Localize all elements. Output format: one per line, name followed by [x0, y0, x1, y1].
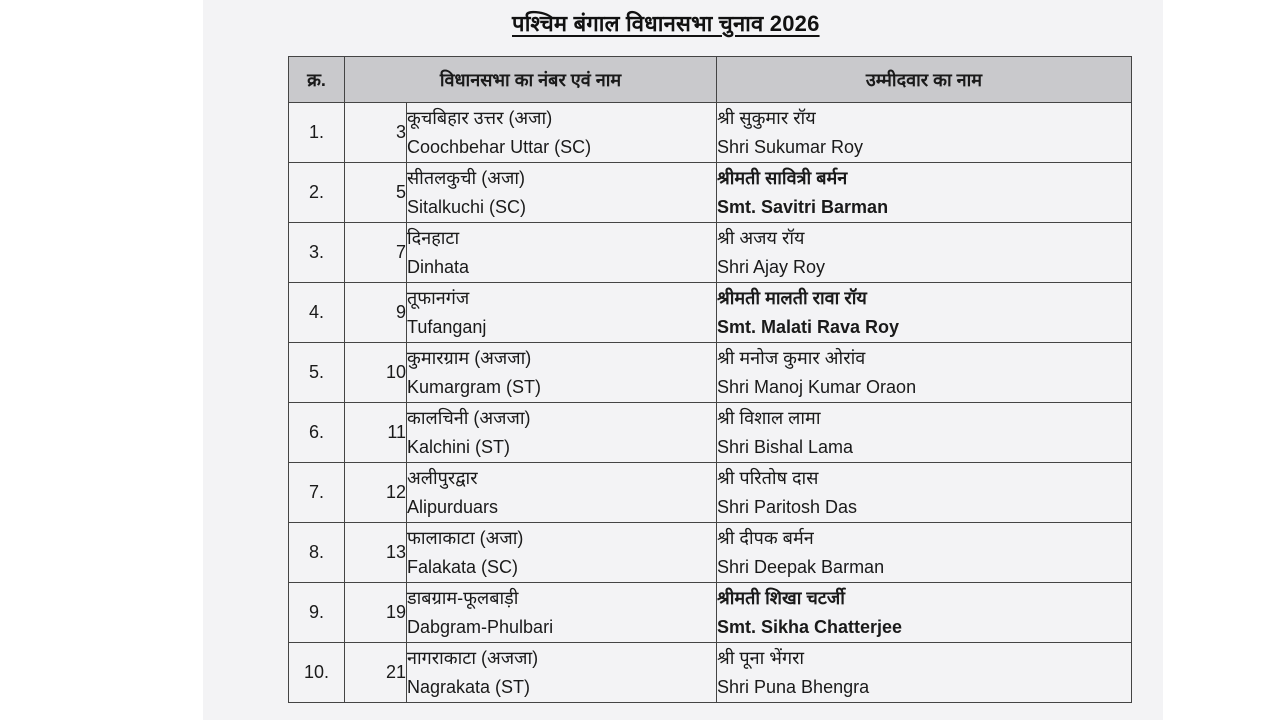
constituency-cell	[407, 103, 717, 163]
constituency-name-hindi: कालचिनी (अजजा)	[407, 407, 531, 428]
candidate-name-hindi: श्री सुकुमार रॉय	[717, 107, 816, 128]
constituency-name-english: Coochbehar Uttar (SC)	[407, 136, 592, 157]
candidate-name-english: Shri Ajay Roy	[717, 256, 826, 277]
constituency-number: 11	[345, 403, 407, 463]
candidate-cell	[717, 223, 1132, 283]
constituency-cell	[407, 463, 717, 523]
constituency-name-hindi: तूफानगंज	[407, 287, 470, 308]
candidate-cell	[717, 283, 1132, 343]
constituency-name-hindi: अलीपुरद्वार	[407, 467, 478, 488]
constituency-name-hindi: नागराकाटा (अजजा)	[407, 647, 539, 668]
row-serial: 6.	[289, 403, 345, 463]
constituency-number: 12	[345, 463, 407, 523]
constituency-cell	[407, 523, 717, 583]
constituency-number: 21	[345, 643, 407, 703]
constituency-name-english: Dabgram-Phulbari	[407, 616, 554, 637]
candidate-name-hindi: श्रीमती सावित्री बर्मन	[717, 167, 848, 188]
row-serial: 3.	[289, 223, 345, 283]
candidate-name-english: Shri Puna Bhengra	[717, 676, 870, 697]
constituency-name-english: Tufanganj	[407, 316, 487, 337]
constituency-number: 19	[345, 583, 407, 643]
constituency-cell	[407, 643, 717, 703]
table-row	[289, 523, 1132, 583]
constituency-number: 7	[345, 223, 407, 283]
candidate-cell	[717, 403, 1132, 463]
row-serial: 2.	[289, 163, 345, 223]
constituency-name-english: Alipurduars	[407, 496, 499, 517]
constituency-cell	[407, 223, 717, 283]
row-serial: 10.	[289, 643, 345, 703]
constituency-number: 10	[345, 343, 407, 403]
candidate-name-english: Shri Deepak Barman	[717, 556, 885, 577]
candidate-cell	[717, 583, 1132, 643]
candidate-table	[288, 56, 1132, 703]
table-header-row	[289, 57, 1132, 103]
constituency-name-hindi: डाबग्राम-फूलबाड़ी	[407, 587, 519, 608]
row-serial: 8.	[289, 523, 345, 583]
header-constituency: विधानसभा का नंबर एवं नाम	[345, 57, 717, 103]
candidate-cell	[717, 463, 1132, 523]
candidate-name-english: Smt. Savitri Barman	[717, 196, 889, 217]
candidate-cell	[717, 343, 1132, 403]
constituency-name-hindi: दिनहाटा	[407, 227, 460, 248]
candidate-name-english: Shri Paritosh Das	[717, 496, 858, 517]
candidate-name-hindi: श्रीमती मालती रावा रॉय	[717, 287, 867, 308]
constituency-number: 5	[345, 163, 407, 223]
row-serial: 7.	[289, 463, 345, 523]
table-row	[289, 343, 1132, 403]
candidate-cell	[717, 643, 1132, 703]
candidate-name-hindi: श्रीमती शिखा चटर्जी	[717, 587, 845, 608]
constituency-number: 13	[345, 523, 407, 583]
table-row	[289, 643, 1132, 703]
page-title: पश्चिम बंगाल विधानसभा चुनाव 2026	[512, 11, 820, 36]
constituency-name-hindi: फालाकाटा (अजा)	[407, 527, 524, 548]
constituency-cell	[407, 163, 717, 223]
candidate-cell	[717, 523, 1132, 583]
constituency-name-english: Sitalkuchi (SC)	[407, 196, 527, 217]
constituency-name-english: Kalchini (ST)	[407, 436, 511, 457]
candidate-name-hindi: श्री अजय रॉय	[717, 227, 805, 248]
table-row	[289, 223, 1132, 283]
constituency-name-hindi: कुमारग्राम (अजजा)	[407, 347, 532, 368]
table-row	[289, 583, 1132, 643]
constituency-cell	[407, 283, 717, 343]
table-row	[289, 403, 1132, 463]
constituency-number: 3	[345, 103, 407, 163]
constituency-name-english: Falakata (SC)	[407, 556, 519, 577]
header-serial: क्र.	[289, 57, 345, 103]
constituency-name-english: Kumargram (ST)	[407, 376, 542, 397]
table-row	[289, 283, 1132, 343]
row-serial: 9.	[289, 583, 345, 643]
table-row	[289, 163, 1132, 223]
candidate-name-hindi: श्री परितोष दास	[717, 467, 819, 488]
constituency-cell	[407, 583, 717, 643]
header-candidate: उम्मीदवार का नाम	[717, 57, 1132, 103]
constituency-name-hindi: सीतलकुची (अजा)	[407, 167, 525, 188]
candidate-name-hindi: श्री मनोज कुमार ओरांव	[717, 347, 866, 368]
table-row	[289, 463, 1132, 523]
candidate-name-english: Shri Sukumar Roy	[717, 136, 864, 157]
constituency-name-english: Nagrakata (ST)	[407, 676, 531, 697]
candidate-cell	[717, 163, 1132, 223]
table-row	[289, 103, 1132, 163]
candidate-name-hindi: श्री विशाल लामा	[717, 407, 821, 428]
constituency-name-hindi: कूचबिहार उत्तर (अजा)	[407, 107, 553, 128]
row-serial: 1.	[289, 103, 345, 163]
candidate-cell	[717, 103, 1132, 163]
candidate-name-english: Smt. Sikha Chatterjee	[717, 616, 903, 637]
row-serial: 4.	[289, 283, 345, 343]
constituency-cell	[407, 403, 717, 463]
row-serial: 5.	[289, 343, 345, 403]
candidate-name-hindi: श्री पूना भेंगरा	[717, 647, 805, 668]
constituency-number: 9	[345, 283, 407, 343]
candidate-name-english: Shri Bishal Lama	[717, 436, 854, 457]
constituency-cell	[407, 343, 717, 403]
candidate-name-english: Shri Manoj Kumar Oraon	[717, 376, 917, 397]
constituency-name-english: Dinhata	[407, 256, 470, 277]
candidate-name-english: Smt. Malati Rava Roy	[717, 316, 900, 337]
candidate-name-hindi: श्री दीपक बर्मन	[717, 527, 814, 548]
